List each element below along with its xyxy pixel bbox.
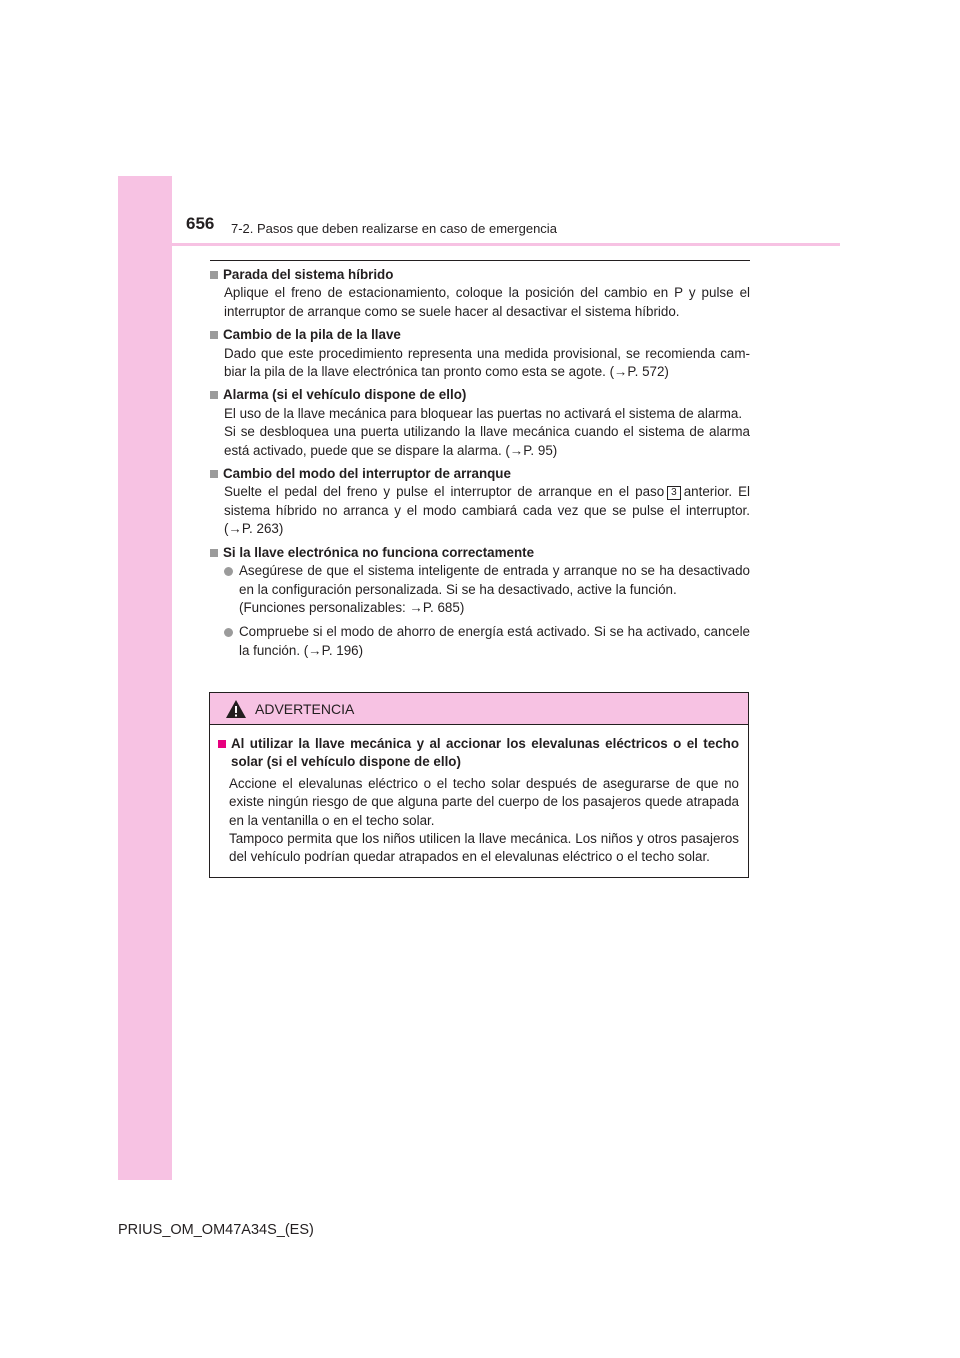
section-heading [210, 544, 750, 562]
section-title: Cambio del modo del interruptor de arranque [223, 466, 511, 482]
bullet-line: Compruebe si el modo de ahorro de energía está activado. Si se ha activado, cancele la función. (→P. 196) [239, 624, 750, 658]
warning-item-title: Al utilizar la llave mecánica y al accionar los elevalunas eléctricos o el techo solar (si el vehículo dispone de ello) [231, 736, 739, 770]
list-item [224, 562, 750, 617]
main-content [210, 266, 750, 666]
side-color-band [118, 176, 172, 1180]
section-paragraph: Si se desbloquea una puerta utilizando la llave mecánica cuando el sistema de alarma está activado, puede que se dispare la alarma. (→P. 95) [224, 424, 750, 458]
square-bullet-icon [210, 391, 218, 399]
section-paragraph: Dado que este procedimiento representa una medida provisional, se recomienda cambiar la pila de la llave electrónica tan pronto como esta se agote. (→P. 572) [224, 345, 750, 380]
list-item [224, 623, 750, 660]
section-paragraph: El uso de la llave mecánica para bloquear las puertas no activará el sistema de alarma. [224, 405, 743, 421]
section-alarma [210, 386, 750, 460]
warning-body [210, 725, 748, 867]
section-title: Cambio de la pila de la llave [223, 327, 401, 343]
square-bullet-icon [210, 549, 218, 557]
square-bullet-icon [210, 271, 218, 279]
section-heading [210, 465, 750, 483]
section-title: Si la llave electrónica no funciona correctamente [223, 544, 535, 560]
square-bullet-icon [218, 740, 226, 748]
bullet-line: (Funciones personalizables: →P. 685) [239, 599, 465, 615]
round-bullet-icon [224, 628, 233, 637]
section-heading [210, 266, 750, 284]
round-bullet-icon [224, 567, 233, 576]
section-parada [210, 266, 750, 321]
section-llave-electronica [210, 544, 750, 660]
footer-document-code: PRIUS_OM_OM47A34S_(ES) [118, 1222, 314, 1238]
paragraph-text-before-step: Suelte el pedal del freno y pulse el interruptor de arranque en el paso [224, 484, 665, 500]
warning-paragraph: Accione el elevalunas eléctrico o el techo solar después de asegurarse de que no existe ningún riesgo de que alguna parte del cuerpo de los pasajeros quede atrapada en la ventanilla o en el techo solar. [229, 775, 739, 828]
section-heading [210, 386, 750, 404]
warning-item-heading [218, 735, 739, 772]
header-rule [118, 243, 840, 246]
warning-triangle-icon [225, 699, 247, 719]
warning-box [209, 692, 749, 878]
page-number: 656 [186, 214, 215, 233]
section-paragraph: Aplique el freno de estacionamiento, coloque la posición del cambio en P y pulse el interruptor de arranque como se suele hacer al desactivar el sistema híbrido. [224, 285, 750, 319]
square-bullet-icon [210, 331, 218, 339]
section-modo [210, 465, 750, 539]
section-paragraph [224, 483, 750, 538]
step-number-badge: 3 [667, 486, 681, 500]
content-top-rule [210, 260, 750, 261]
warning-title: ADVERTENCIA [255, 700, 355, 717]
section-heading [210, 326, 750, 344]
warning-paragraph: Tampoco permita que los niños utilicen la llave mecánica. Los niños y otros pasajeros del vehículo podrían quedar atrapados en el elevalunas eléctrico o el techo solar. [229, 831, 739, 865]
section-pila [210, 326, 750, 381]
warning-header [210, 693, 748, 725]
square-bullet-icon [210, 470, 218, 478]
section-title: Alarma (si el vehículo dispone de ello) [223, 387, 467, 403]
paragraph-text-after-step: anterior. El sistema híbrido no arranca y el modo cambiará cada vez que se pulse el interruptor. (→P. 263) [224, 484, 750, 537]
section-title: Parada del sistema híbrido [223, 267, 394, 282]
chapter-title: 7-2. Pasos que deben realizarse en caso de emergencia [231, 221, 557, 236]
bullet-line: Asegúrese de que el sistema inteligente de entrada y arranque no se ha desactivado en la configuración personalizada. Si se ha desactivado, active la función. [239, 563, 750, 597]
